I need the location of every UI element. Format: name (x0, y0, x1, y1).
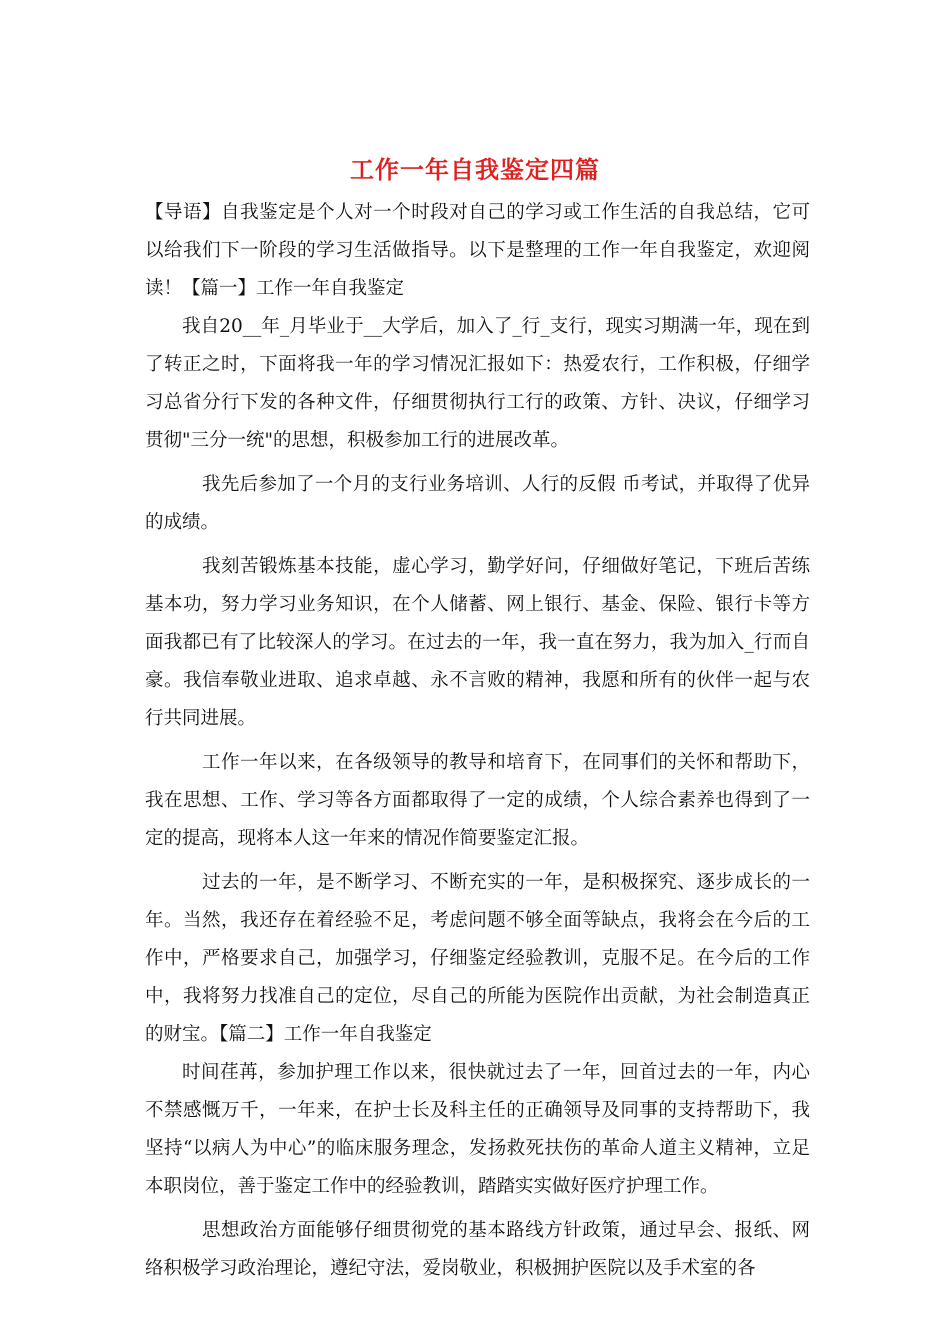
paragraph-intro: 【导语】自我鉴定是个人对一个时段对自己的学习或工作生活的自我总结，它可以给我们下一阶段的学习生活做指导。以下是整理的工作一年自我鉴定，欢迎阅读！【篇一】工作一年自我鉴定 (145, 202, 810, 299)
paragraph: 过去的一年，是不断学习、不断充实的一年，是积极探究、逐步成长的一年。当然，我还存在着经验不足，考虑问题不够全面等缺点，我将会在今后的工作中，严格要求自己，加强学习，仔细鉴定经验教训，克服不足。在今后的工作中，我将努力找准自己的定位，尽自己的所能为医院作出贡献，为社会制造真正的财宝。【篇二】工作一年自我鉴定 (145, 872, 810, 1045)
paragraph: 工作一年以来，在各级领导的教导和培育下，在同事们的关怀和帮助下，我在思想、工作、学习等各方面都取得了一定的成绩，个人综合素养也得到了一定的提高，现将本人这一年来的情况作简要鉴定汇报。 (145, 752, 810, 849)
paragraph: 时间荏苒，参加护理工作以来，很快就过去了一年，回首过去的一年，内心不禁感慨万千，一年来，在护士长及科主任的正确领导及同事的支持帮助下，我坚持“以病人为中心”的临床服务理念，发扬救死扶伤的革命人道主义精神，立足本职岗位，善于鉴定工作中的经验教训，踏踏实实做好医疗护理工作。 (145, 1062, 810, 1197)
document-body (145, 194, 810, 1288)
document-title: 工作一年自我鉴定四篇 (350, 155, 600, 184)
paragraph: 我自20__年_月毕业于__大学后，加入了_行_支行，现实习期满一年，现在到了转正之时，下面将我一年的学习情况汇报如下：热爱农行，工作积极，仔细学习总省分行下发的各种文件，仔细贯彻执行工行的政策、方针、决议，仔细学习贯彻"三分一统"的思想，积极参加工行的进展改革。 (145, 316, 810, 451)
paragraph: 我刻苦锻炼基本技能，虚心学习，勤学好问，仔细做好笔记，下班后苦练基本功，努力学习业务知识，在个人储蓄、网上银行、基金、保险、银行卡等方面我都已有了比较深人的学习。在过去的一年，我一直在努力，我为加入_行而自豪。我信奉敬业进取、追求卓越、永不言败的精神，我愿和所有的伙伴一起与农行共同进展。 (145, 556, 810, 729)
paragraph: 思想政治方面能够仔细贯彻党的基本路线方针政策，通过早会、报纸、网络积极学习政治理论，遵纪守法，爱岗敬业，积极拥护医院以及手术室的各 (145, 1220, 810, 1279)
paragraph: 我先后参加了一个月的支行业务培训、人行的反假 币考试，并取得了优异的成绩。 (145, 474, 810, 533)
